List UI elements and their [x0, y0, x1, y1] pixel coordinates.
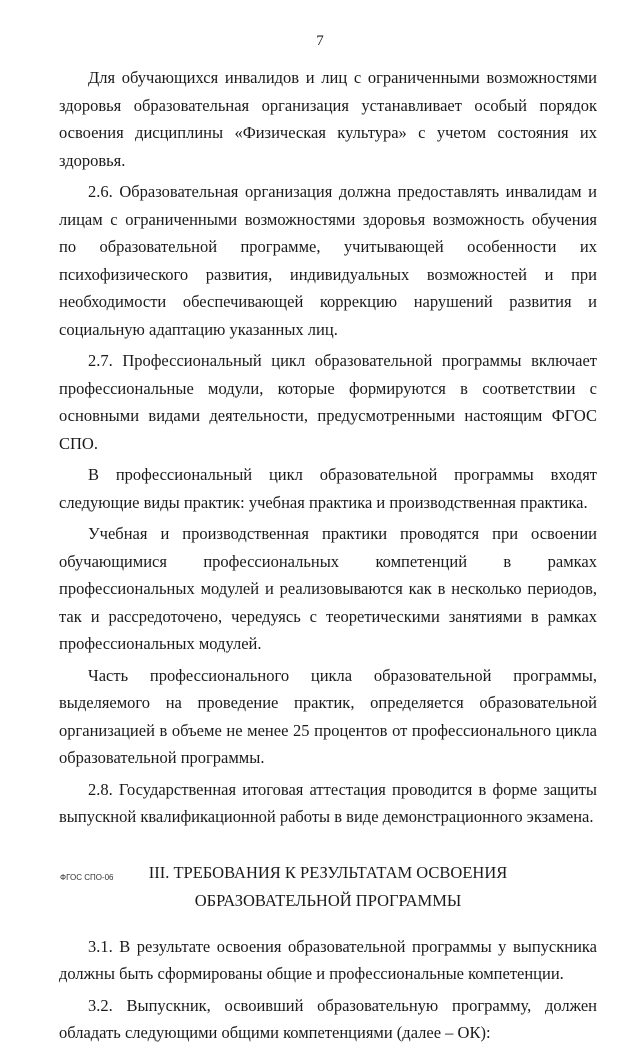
paragraph-practice-conduct: Учебная и производственная практики проводятся при освоении обучающимися профессиональных компетенций в рамках профессиональных модулей и реализовываются как в несколько периодов, так и рассредоточено, чередуясь с теоретическими занятиями в рамках профессиональных модулей. [59, 524, 597, 653]
section-title-line-2: ОБРАЗОВАТЕЛЬНОЙ ПРОГРАММЫ [194, 890, 462, 910]
paragraph-practice-types: В профессиональный цикл образовательной программы входят следующие виды практик: учебная практика и производственная практика. [59, 465, 597, 512]
section-title [59, 859, 597, 915]
paragraph-2-8: 2.8. Государственная итоговая аттестация проводится в форме защиты выпускной квалификационной работы в виде демонстрационного экзамена. [59, 779, 597, 826]
section-title-line-1: III. ТРЕБОВАНИЯ К РЕЗУЛЬТАТАМ ОСВОЕНИЯ [148, 862, 508, 882]
page-number: 7 [316, 33, 324, 49]
footer-document-code: ФГОС СПО-06 [60, 873, 114, 882]
paragraph-2-6: 2.6. Образовательная организация должна предоставлять инвалидам и лицам с ограниченными возможностями здоровья возможность обучения по образовательной программе, учитывающей особенности их психофизического развития, индивидуальных возможностей и при необходимости обеспечивающей коррекцию нарушений развития и социальную адаптацию указанных лиц. [59, 182, 597, 339]
paragraph-3-2: 3.2. Выпускник, освоивший образовательную программу, должен обладать следующими общими компетенциями (далее – ОК): [59, 995, 597, 1042]
paragraph-3-1: 3.1. В результате освоения образовательной программы у выпускника должны быть сформированы общие и профессиональные компетенции. [59, 936, 597, 983]
paragraph-practice-share: Часть профессионального цикла образовательной программы, выделяемого на проведение практик, определяется образовательной организацией в объеме не менее 25 процентов от профессионального цикла образовательной программы. [59, 665, 597, 767]
document-body [59, 64, 597, 1051]
paragraph-disabled-students: Для обучающихся инвалидов и лиц с ограниченными возможностями здоровья образовательная организация устанавливает особый порядок освоения дисциплины «Физическая культура» с учетом состояния их здоровья. [59, 68, 597, 170]
paragraph-2-7: 2.7. Профессиональный цикл образовательной программы включает профессиональные модули, которые формируются в соответствии с основными видами деятельности, предусмотренными настоящим ФГОС СПО. [59, 351, 597, 453]
